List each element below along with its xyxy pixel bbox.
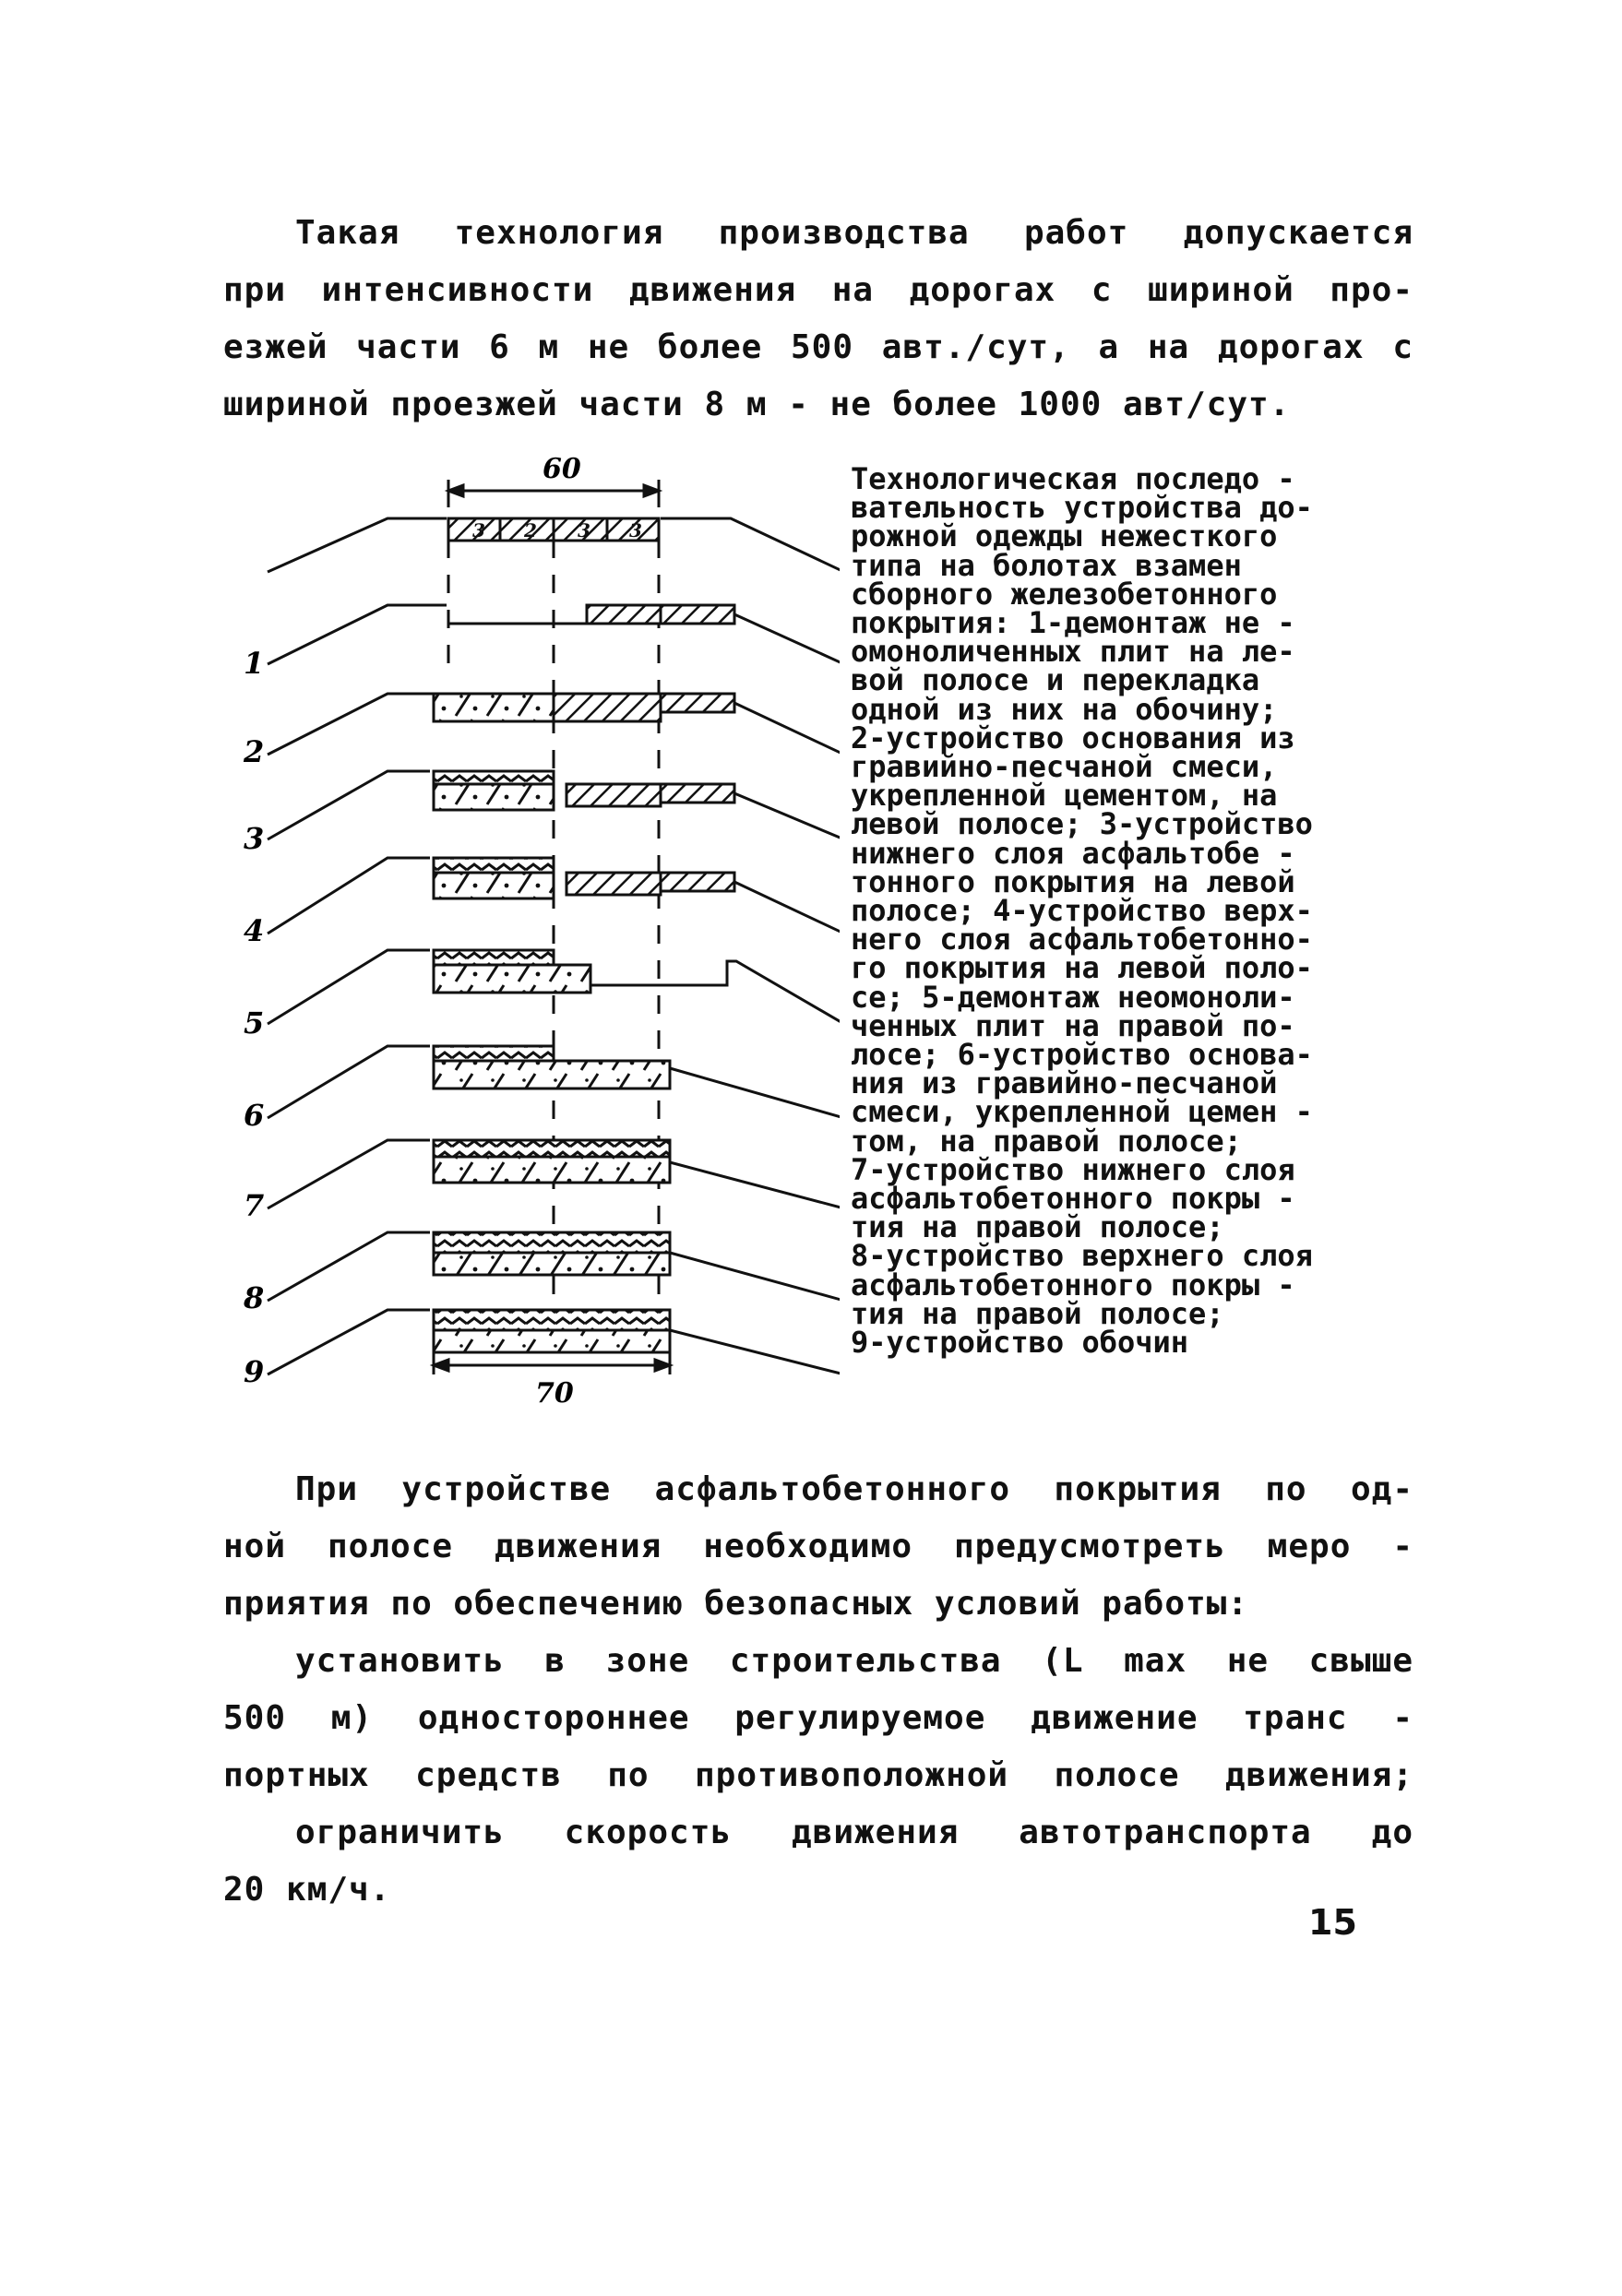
caption-line: тия на правой полосе; [851, 1209, 1224, 1245]
stage-7 [268, 1140, 840, 1208]
safety-line: приятия по обеспечению безопасных условий работы: [223, 1585, 1249, 1623]
caption-line: сборного железобетонного [851, 576, 1278, 612]
stage-label: 9 [244, 1354, 265, 1389]
caption-line: се; 5-демонтаж неомоноли- [851, 979, 1295, 1015]
caption-line: рожной одежды нежесткого [851, 518, 1278, 554]
caption-line: Технологическая последо - [851, 461, 1295, 496]
stage-label: 2 [244, 734, 265, 769]
layer-number-label: 3 [629, 519, 642, 541]
stage-label: 6 [244, 1098, 265, 1133]
caption-line: тонного покрытия на левой [851, 863, 1295, 899]
bottom-dimension-label: 70 [535, 1377, 574, 1410]
stage-label: 8 [244, 1280, 265, 1315]
caption-line: го покрытия на левой поло- [851, 950, 1313, 986]
guide-lines [448, 540, 659, 1351]
stage-label: 5 [244, 1005, 265, 1041]
layer-number-label: 3 [578, 519, 590, 541]
stage-label: 7 [244, 1188, 265, 1223]
intro-paragraph [223, 205, 1413, 434]
caption-line: 9-устройство обочин [851, 1325, 1189, 1361]
figure-caption [851, 461, 1404, 1361]
caption-line: 2-устройство основания из [851, 720, 1295, 755]
page-number: 15 [1308, 1902, 1357, 1943]
safety-line: ной полосе движения необходимо предусмотреть меро - [223, 1528, 1413, 1565]
caption-line: левой полосе; 3-устройство [851, 806, 1313, 842]
caption-line: тия на правой полосе; [851, 1295, 1224, 1331]
stage-label: 3 [244, 821, 265, 856]
caption-line: смеси, укрепленной цемен - [851, 1094, 1313, 1130]
caption-line: омоноличенных плит на ле- [851, 634, 1295, 670]
caption-line: лосе; 6-устройство основа- [851, 1037, 1313, 1073]
top-dimension-label: 60 [543, 453, 581, 485]
caption-line: 8-устройство верхнего слоя [851, 1238, 1313, 1274]
intro-line: шириной проезжей части 8 м - не более 1000 авт/сут. [223, 386, 1291, 423]
caption-line: 7-устройство нижнего слоя [851, 1151, 1295, 1187]
safety-line: установить в зоне строительства (L max не свыше [295, 1642, 1413, 1680]
safety-paragraph [223, 1461, 1413, 1919]
intro-line: езжей части 6 м не более 500 авт./сут, а на дорогах с [223, 328, 1413, 366]
caption-line: вательность устройства до- [851, 490, 1313, 526]
caption-line: гравийно-песчаной смеси, [851, 749, 1278, 785]
caption-line: одной из них на обочину; [851, 691, 1278, 727]
intro-line: при интенсивности движения на дорогах с шириной про- [223, 271, 1413, 309]
caption-line: полосе; 4-устройство верх- [851, 893, 1313, 929]
stage-4 [268, 858, 840, 934]
layer-number-label: 2 [524, 519, 537, 541]
caption-line: него слоя асфальтобетонно- [851, 922, 1313, 958]
safety-line: ограничить скорость движения автотранспорта до [295, 1814, 1413, 1851]
caption-line: ния из гравийно-песчаной [851, 1065, 1278, 1101]
caption-line: ченных плит на правой по- [851, 1007, 1295, 1043]
caption-line: асфальтобетонного покры - [851, 1267, 1295, 1303]
stage-label: 4 [244, 913, 265, 948]
caption-line: вой полосе и перекладка [851, 662, 1260, 698]
safety-line: 20 км/ч. [223, 1871, 391, 1909]
caption-line: покрытия: 1-демонтаж не - [851, 605, 1295, 641]
intro-line: Такая технология производства работ допускается [295, 214, 1413, 252]
road-layer-diagram [231, 452, 840, 1411]
layer-number-label: 3 [472, 519, 485, 541]
dimension-bottom [434, 1352, 670, 1374]
caption-line: типа на болотах взамен [851, 547, 1242, 583]
caption-line: укрепленной цементом, на [851, 778, 1278, 814]
caption-line: том, на правой полосе; [851, 1123, 1242, 1159]
caption-line: нижнего слоя асфальтобе - [851, 835, 1295, 871]
safety-line: При устройстве асфальтобетонного покрытия по од- [295, 1470, 1413, 1508]
safety-line: портных средств по противоположной полосе движения; [223, 1756, 1413, 1794]
caption-line: асфальтобетонного покры - [851, 1181, 1295, 1217]
stage-label: 1 [244, 646, 265, 681]
safety-line: 500 м) одностороннее регулируемое движение транс - [223, 1699, 1413, 1737]
